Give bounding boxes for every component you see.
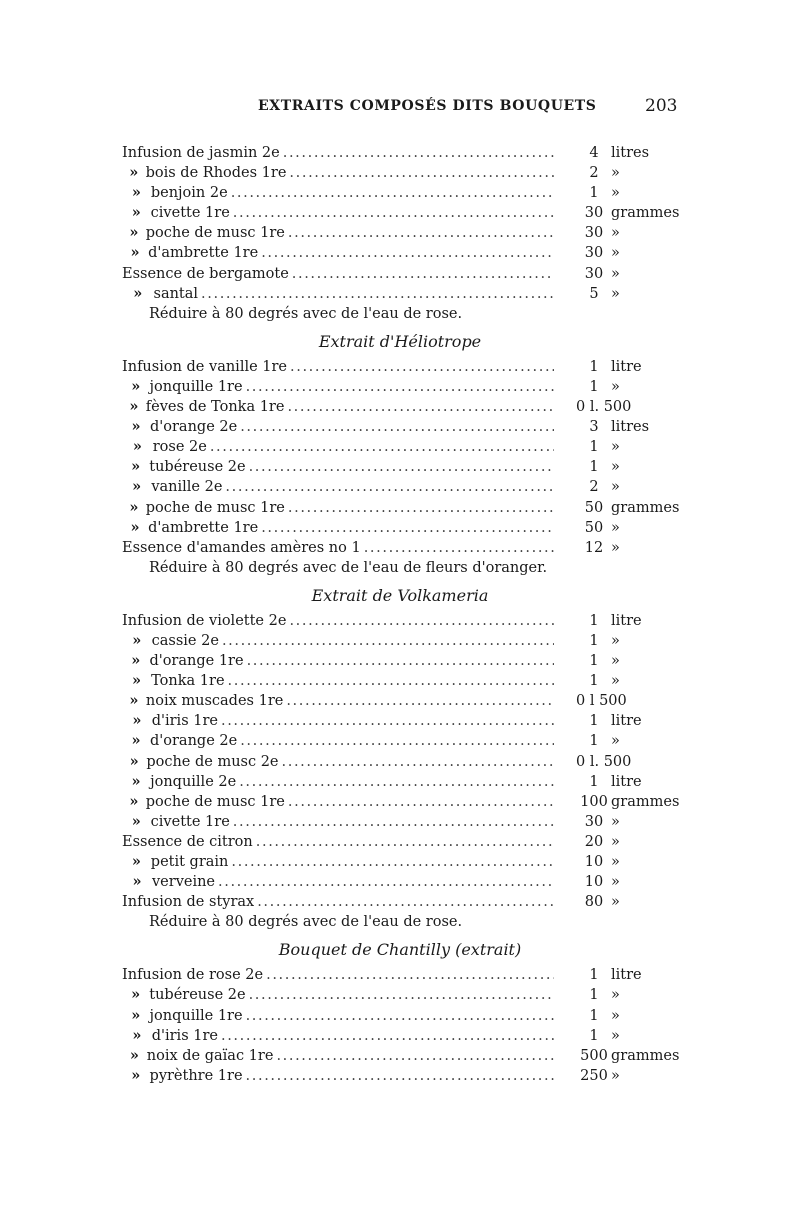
ingredient-row: [0, 651, 800, 671]
ditto-mark: »: [129, 792, 139, 810]
ingredient-row: [0, 872, 800, 892]
ingredient-quantity: 30: [584, 245, 604, 262]
ditto-mark: »: [131, 732, 141, 750]
dot-leader: [231, 852, 554, 872]
ditto-mark: »: [132, 478, 142, 496]
ingredient-row: [0, 397, 800, 417]
ingredient-name: civette 1re: [150, 813, 230, 830]
ingredient-unit: »: [611, 632, 620, 649]
dot-leader: [246, 377, 554, 397]
ingredient-unit: »: [611, 733, 620, 750]
ingredient-row: [0, 812, 800, 832]
ingredient-row: [0, 457, 800, 477]
page-header: [0, 98, 800, 120]
ingredient-row: [0, 417, 800, 437]
ingredient-quantity: 1: [589, 967, 599, 984]
dot-leader: [218, 872, 554, 892]
ingredient-quantity: 1: [589, 987, 599, 1004]
ingredient-name: poche de musc 2e: [146, 753, 279, 770]
ingredient-row: [0, 477, 800, 497]
ingredient-name: d'iris 1re: [151, 713, 218, 730]
ingredient-leader: [122, 417, 554, 437]
ditto-mark: »: [132, 672, 142, 690]
section-title: Extrait d'Héliotrope: [318, 331, 482, 351]
dot-leader: [222, 631, 554, 651]
ingredient-row: [0, 631, 800, 651]
ditto-mark: »: [129, 224, 139, 242]
ditto-mark: »: [132, 631, 142, 649]
dot-leader: [210, 437, 554, 457]
ingredient-name: santal: [153, 285, 199, 302]
ingredient-leader: [122, 223, 554, 243]
dot-leader: [240, 417, 554, 437]
ingredient-leader: [122, 437, 554, 457]
ingredient-leader: [122, 892, 554, 912]
ingredient-row: [0, 711, 800, 731]
ingredient-unit: »: [611, 378, 620, 395]
ingredient-unit: litre: [611, 612, 642, 629]
ingredient-quantity: 30: [584, 813, 604, 830]
ingredient-quantity: 1: [589, 1007, 599, 1024]
ditto-mark: »: [132, 1026, 142, 1044]
ingredient-name: poche de musc 1re: [145, 793, 285, 810]
ingredient-leader: [122, 985, 554, 1005]
ingredient-name: Infusion de styrax: [122, 894, 255, 911]
ingredient-unit: »: [611, 854, 620, 870]
ingredient-name: jonquille 2e: [150, 773, 237, 790]
dot-leader: [201, 284, 554, 304]
dot-leader: [233, 812, 554, 832]
ditto-mark: »: [131, 418, 141, 436]
ingredient-quantity: 30: [584, 265, 604, 282]
ingredient-unit: litre: [611, 358, 642, 375]
ingredient-leader: [122, 397, 554, 417]
ingredient-leader: [122, 965, 554, 985]
ingredient-unit: »: [611, 874, 620, 891]
dot-leader: [289, 611, 554, 631]
ingredient-unit: »: [611, 225, 620, 242]
ingredient-unit: grammes: [611, 793, 680, 810]
ingredient-unit: litre: [611, 773, 642, 790]
ingredient-name: cassie 2e: [151, 632, 219, 649]
ingredient-leader: [122, 711, 554, 731]
ingredient-name: civette 1re: [150, 205, 230, 222]
ingredient-name: poche de musc 1re: [145, 225, 285, 242]
ingredient-unit: »: [611, 894, 620, 911]
ingredient-row: [0, 832, 800, 852]
ingredient-leader: [122, 1026, 554, 1046]
dot-leader: [287, 397, 554, 417]
ingredient-leader: [122, 143, 554, 163]
ingredient-leader: [122, 1066, 554, 1086]
ingredient-quantity: 50: [584, 519, 604, 536]
dot-leader: [288, 792, 554, 812]
ingredient-name: vanille 2e: [151, 479, 223, 496]
ingredient-name: Infusion de rose 2e: [122, 967, 264, 984]
ingredient-unit: »: [611, 1027, 620, 1044]
ingredient-row: [0, 1026, 800, 1046]
ingredient-leader: [122, 611, 554, 631]
dot-leader: [257, 892, 554, 912]
reduction-note: Réduire à 80 degrés avec de l'eau de fleurs d'oranger.: [149, 559, 548, 576]
ingredient-leader: [122, 852, 554, 872]
ingredient-leader: [122, 651, 554, 671]
ingredient-name: bois de Rhodes 1re: [145, 165, 287, 182]
dot-leader: [289, 163, 554, 183]
dot-leader: [228, 671, 554, 691]
ingredient-unit: »: [611, 813, 620, 830]
dot-leader: [288, 498, 554, 518]
ingredient-quantity: 1: [589, 1027, 599, 1044]
ditto-mark: »: [132, 438, 142, 456]
dot-leader: [288, 223, 554, 243]
ditto-mark: »: [131, 772, 141, 790]
ingredient-quantity: 0 l 500: [576, 693, 627, 710]
ditto-mark: »: [131, 377, 141, 395]
dot-leader: [256, 832, 554, 852]
ingredient-quantity: 2: [589, 479, 599, 496]
ingredient-row: [0, 752, 800, 772]
ingredient-unit: litres: [611, 419, 650, 436]
dot-leader: [283, 143, 554, 163]
ingredient-leader: [122, 872, 554, 892]
ditto-mark: »: [131, 1066, 141, 1084]
ingredient-leader: [122, 792, 554, 812]
ditto-mark: »: [130, 518, 140, 536]
ditto-mark: »: [129, 498, 139, 516]
ingredient-name: verveine: [151, 874, 216, 891]
ingredient-row: [0, 985, 800, 1005]
ingredient-quantity: 0 l. 500: [576, 399, 632, 416]
ingredient-name: d'orange 2e: [150, 733, 238, 750]
ingredient-leader: [122, 457, 554, 477]
ingredient-row: [0, 264, 800, 284]
ingredient-quantity: 30: [584, 225, 604, 242]
ingredient-leader: [122, 284, 554, 304]
section-title: Bouquet de Chantilly (extrait): [278, 940, 522, 960]
ingredient-leader: [122, 357, 554, 377]
ditto-mark: »: [131, 204, 141, 222]
ingredient-quantity: 2: [589, 165, 599, 182]
recipe-section: [0, 581, 800, 933]
ingredient-row: [0, 183, 800, 203]
ingredient-quantity: 1: [589, 185, 599, 202]
dot-leader: [231, 183, 554, 203]
ingredient-row: [0, 852, 800, 872]
ingredient-row: [0, 518, 800, 538]
ingredient-leader: [122, 183, 554, 203]
ingredient-leader: [122, 518, 554, 538]
ingredient-row: [0, 437, 800, 457]
ingredient-leader: [122, 691, 554, 711]
ingredient-name: Tonka 1re: [151, 673, 225, 690]
dot-leader: [247, 651, 554, 671]
ingredient-name: Essence d'amandes amères no 1: [122, 539, 361, 556]
ditto-mark: »: [131, 1006, 141, 1024]
dot-leader: [266, 965, 554, 985]
dot-leader: [292, 264, 554, 284]
ingredient-leader: [122, 752, 554, 772]
ingredient-leader: [122, 163, 554, 183]
ingredient-unit: litre: [611, 967, 642, 984]
ingredient-name: noix muscades 1re: [145, 693, 284, 710]
ingredient-quantity: 1: [589, 773, 599, 790]
ingredient-name: fèves de Tonka 1re: [145, 399, 285, 416]
dot-leader: [261, 243, 554, 263]
ingredient-quantity: 1: [589, 358, 599, 375]
ingredient-unit: »: [611, 519, 620, 536]
ingredient-name: Essence de citron: [122, 833, 253, 850]
ingredient-name: Infusion de violette 2e: [122, 612, 287, 629]
reduction-note: Réduire à 80 degrés avec de l'eau de rose.: [149, 914, 463, 931]
ditto-mark: »: [132, 712, 142, 730]
ingredient-name: d'orange 1re: [149, 653, 244, 670]
ingredient-unit: grammes: [611, 1047, 680, 1064]
ingredient-row: [0, 498, 800, 518]
ingredient-row: [0, 143, 800, 163]
ingredient-leader: [122, 1046, 554, 1066]
ingredient-leader: [122, 203, 554, 223]
ingredient-unit: »: [611, 653, 620, 670]
ditto-mark: »: [129, 1046, 139, 1064]
page-number: 203: [645, 96, 678, 116]
ingredient-leader: [122, 631, 554, 651]
ingredient-leader: [122, 731, 554, 751]
ingredient-row: [0, 965, 800, 985]
ingredient-quantity: 3: [589, 419, 599, 436]
ingredient-unit: »: [611, 459, 620, 476]
ingredient-name: jonquille 1re: [149, 1007, 243, 1024]
ingredient-quantity: 1: [589, 632, 599, 649]
ingredient-unit: litres: [611, 145, 650, 161]
ingredient-quantity: 10: [584, 874, 604, 891]
ditto-mark: »: [131, 458, 141, 476]
ingredient-quantity: 500: [580, 1047, 608, 1064]
ingredient-name: Infusion de vanille 1re: [122, 358, 288, 375]
ingredient-unit: »: [611, 673, 620, 690]
dot-leader: [246, 1006, 554, 1026]
ingredient-leader: [122, 671, 554, 691]
dot-leader: [240, 731, 554, 751]
ingredient-row: [0, 357, 800, 377]
ingredient-quantity: 1: [589, 653, 599, 670]
ingredient-row: [0, 284, 800, 304]
ingredient-quantity: 10: [584, 854, 604, 870]
ingredient-unit: »: [611, 833, 620, 850]
ingredient-row: [0, 611, 800, 631]
ingredient-quantity: 20: [584, 833, 604, 850]
dot-leader: [282, 752, 554, 772]
recipe-section: [0, 935, 800, 1086]
ingredient-unit: »: [611, 439, 620, 456]
ingredient-quantity: 0 l. 500: [576, 753, 632, 770]
ingredient-unit: »: [611, 1007, 620, 1024]
ingredient-row: [0, 731, 800, 751]
dot-leader: [249, 985, 554, 1005]
ingredient-quantity: 1: [589, 713, 599, 730]
ingredient-unit: »: [611, 165, 620, 182]
dot-leader: [233, 203, 554, 223]
ingredient-name: d'orange 2e: [150, 419, 238, 436]
ingredient-row: [0, 163, 800, 183]
ingredient-leader: [122, 832, 554, 852]
reduction-note: Réduire à 80 degrés avec de l'eau de rose.: [149, 305, 463, 322]
ingredient-leader: [122, 1006, 554, 1026]
running-title: EXTRAITS COMPOSÉS DITS BOUQUETS: [258, 98, 597, 114]
recipe-section: [0, 327, 800, 578]
ingredient-unit: »: [611, 539, 620, 556]
ingredient-row: [0, 691, 800, 711]
ingredient-leader: [122, 243, 554, 263]
ditto-mark: »: [129, 752, 139, 770]
ditto-mark: »: [132, 873, 142, 891]
recipe-section: [0, 143, 800, 324]
ingredient-quantity: 80: [584, 894, 604, 911]
ingredient-row: [0, 377, 800, 397]
dot-leader: [290, 357, 554, 377]
ditto-mark: »: [129, 164, 139, 182]
dot-leader: [364, 538, 554, 558]
dot-leader: [261, 518, 554, 538]
dot-leader: [225, 477, 554, 497]
ingredient-leader: [122, 538, 554, 558]
ingredient-row: [0, 772, 800, 792]
dot-leader: [249, 457, 554, 477]
ingredient-quantity: 50: [584, 499, 604, 516]
ingredient-unit: »: [611, 265, 620, 282]
ingredient-name: d'iris 1re: [151, 1027, 218, 1044]
ditto-mark: »: [133, 284, 143, 302]
ingredient-row: [0, 792, 800, 812]
dot-leader: [221, 1026, 554, 1046]
ingredient-quantity: 30: [584, 205, 604, 222]
ingredient-quantity: 1: [589, 733, 599, 750]
ingredient-name: Essence de bergamote: [122, 265, 289, 282]
dot-leader: [246, 1066, 554, 1086]
ingredient-leader: [122, 772, 554, 792]
ingredient-row: [0, 203, 800, 223]
ditto-mark: »: [131, 986, 141, 1004]
ingredient-quantity: 1: [589, 378, 599, 395]
ingredient-unit: »: [611, 987, 620, 1004]
ditto-mark: »: [131, 184, 141, 202]
ingredient-name: d'ambrette 1re: [148, 245, 259, 262]
ingredient-quantity: 100: [580, 793, 608, 810]
ingredient-name: pyrèthre 1re: [149, 1067, 243, 1084]
ingredient-row: [0, 892, 800, 912]
dot-leader: [286, 691, 554, 711]
ingredient-row: [0, 538, 800, 558]
ingredient-name: tubéreuse 2e: [149, 459, 246, 476]
ingredient-name: noix de gaïac 1re: [146, 1047, 274, 1064]
ingredient-quantity: 12: [584, 539, 604, 556]
ingredient-name: jonquille 1re: [149, 378, 243, 395]
ingredient-name: d'ambrette 1re: [148, 519, 259, 536]
recipe-list: [0, 143, 800, 1086]
section-title: Extrait de Volkameria: [311, 585, 489, 605]
dot-leader: [276, 1046, 554, 1066]
ingredient-quantity: 4: [589, 145, 599, 161]
ditto-mark: »: [131, 812, 141, 830]
ingredient-unit: »: [611, 285, 620, 302]
ingredient-row: [0, 671, 800, 691]
ingredient-quantity: 1: [589, 673, 599, 690]
ingredient-name: Infusion de jasmin 2e: [122, 145, 280, 161]
ingredient-name: benjoin 2e: [150, 185, 228, 202]
ingredient-unit: litre: [611, 713, 642, 730]
ingredient-leader: [122, 498, 554, 518]
ditto-mark: »: [131, 853, 141, 870]
ingredient-unit: »: [611, 185, 620, 202]
ingredient-row: [0, 1046, 800, 1066]
ditto-mark: »: [129, 398, 139, 416]
ingredient-quantity: 1: [589, 439, 599, 456]
ingredient-row: [0, 1006, 800, 1026]
ingredient-unit: »: [611, 245, 620, 262]
ingredient-leader: [122, 477, 554, 497]
ingredient-quantity: 5: [589, 285, 599, 302]
ingredient-quantity: 1: [589, 459, 599, 476]
ditto-mark: »: [130, 244, 140, 262]
ingredient-leader: [122, 377, 554, 397]
dot-leader: [239, 772, 554, 792]
ingredient-leader: [122, 812, 554, 832]
ingredient-quantity: 250: [580, 1067, 608, 1084]
ditto-mark: »: [129, 692, 139, 710]
ditto-mark: »: [131, 652, 141, 670]
ingredient-row: [0, 223, 800, 243]
dot-leader: [221, 711, 554, 731]
ingredient-name: petit grain: [150, 854, 229, 870]
ingredient-name: tubéreuse 2e: [149, 987, 246, 1004]
ingredient-name: poche de musc 1re: [145, 499, 285, 516]
ingredient-row: [0, 243, 800, 263]
ingredient-unit: »: [611, 479, 620, 496]
ingredient-unit: grammes: [611, 205, 680, 222]
ingredient-quantity: 1: [589, 612, 599, 629]
ingredient-unit: »: [611, 1067, 620, 1084]
ingredient-row: [0, 1066, 800, 1086]
ingredient-name: rose 2e: [152, 439, 207, 456]
ingredient-leader: [122, 264, 554, 284]
ingredient-unit: grammes: [611, 499, 680, 516]
